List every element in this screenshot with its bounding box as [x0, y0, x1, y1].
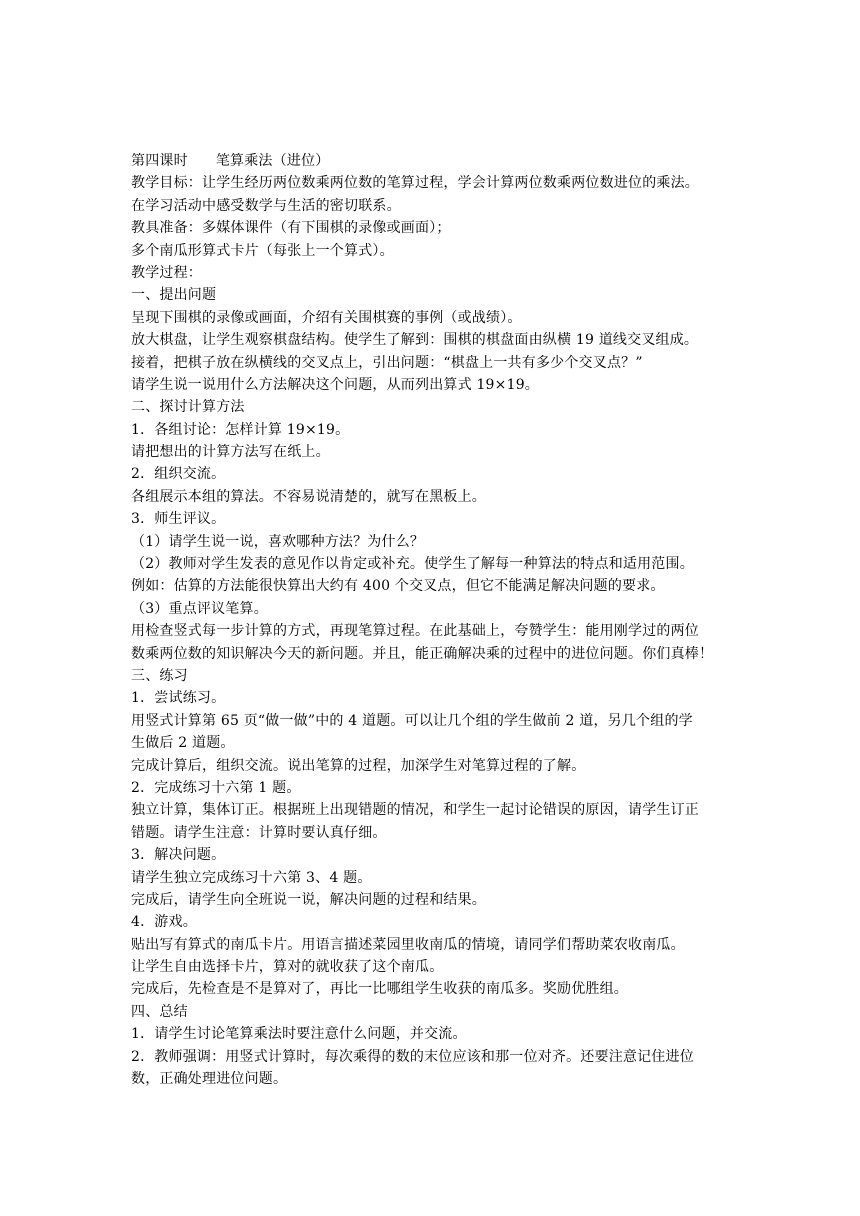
paragraph-line: 接着，把棋子放在纵横线的交叉点上，引出问题：“棋盘上一共有多少个交叉点？” — [131, 354, 643, 371]
paragraph-line: 完成后，先检查是不是算对了，再比一比哪组学生收获的南瓜多。奖励优胜组。 — [131, 981, 628, 998]
paragraph-line: 3．解决问题。 — [131, 847, 226, 864]
document-body — [131, 150, 735, 1090]
paragraph-line: 1．各组讨论：怎样计算 19×19。 — [131, 421, 350, 438]
section-heading: 一、提出问题 — [131, 287, 217, 304]
paragraph-line: 教学目标：让学生经历两位数乘两位数的笔算过程，学会计算两位数乘两位数进位的乘法。 — [131, 175, 699, 192]
section-heading: 二、探讨计算方法 — [131, 399, 245, 416]
paragraph-line: 让学生自由选择卡片，算对的就收获了这个南瓜。 — [131, 959, 444, 976]
paragraph-line: 4．游戏。 — [131, 914, 197, 931]
paragraph-line: 请学生独立完成练习十六第 3、4 题。 — [131, 869, 372, 886]
paragraph-line: 放大棋盘，让学生观察棋盘结构。使学生了解到：围棋的棋盘面由纵横 19 道线交叉组成。 — [131, 332, 699, 349]
paragraph-line: 贴出写有算式的南瓜卡片。用语言描述菜园里收南瓜的情境，请同学们帮助菜农收南瓜。 — [131, 936, 685, 953]
lesson-title — [131, 150, 735, 172]
section-heading: 四、总结 — [131, 1003, 188, 1020]
paragraph-line: 3．师生评议。 — [131, 511, 226, 528]
paragraph-line: 2．完成练习十六第 1 题。 — [131, 779, 301, 796]
paragraph-line: 完成计算后，组织交流。说出笔算的过程，加深学生对笔算过程的了解。 — [131, 757, 586, 774]
paragraph-line: 例如：估算的方法能很快算出大约有 400 个交叉点，但它不能满足解决问题的要求。 — [131, 578, 665, 595]
paragraph-line: 教学过程： — [131, 264, 202, 281]
paragraph-line: 2．组织交流。 — [131, 466, 226, 483]
lesson-number: 第四课时 — [131, 153, 188, 169]
paragraph-line: 呈现下围棋的录像或画面，介绍有关围棋赛的事例（或战绩）。 — [131, 309, 522, 326]
paragraph-line: 独立计算，集体订正。根据班上出现错题的情况，和学生一起讨论错误的原因，请学生订正 — [131, 802, 699, 819]
paragraph-line: 1．请学生讨论笔算乘法时要注意什么问题，并交流。 — [131, 1026, 467, 1043]
paragraph-line: 请学生说一说用什么方法解决这个问题，从而列出算式 19×19。 — [131, 376, 540, 393]
paragraph-line: 教具准备：多媒体课件（有下围棋的录像或画面）； — [131, 220, 451, 237]
paragraph-line: 数，正确处理进位问题。 — [131, 1071, 288, 1088]
section-heading: 三、练习 — [131, 667, 188, 684]
paragraph-line: 请把想出的计算方法写在纸上。 — [131, 444, 330, 461]
lesson-topic: 笔算乘法（进位） — [215, 153, 330, 169]
paragraph-line: 1．尝试练习。 — [131, 690, 226, 707]
paragraph-line: （3）重点评议笔算。 — [131, 600, 268, 617]
paragraph-line: 错题。请学生注意：计算时要认真仔细。 — [131, 824, 387, 841]
paragraph-line: 完成后，请学生向全班说一说，解决问题的过程和结果。 — [131, 891, 486, 908]
paragraph-line: 各组展示本组的算法。不容易说清楚的，就写在黑板上。 — [131, 488, 486, 505]
paragraph-line: 用检查竖式每一步计算的方式，再现笔算过程。在此基础上，夸赞学生：能用刚学过的两位 — [131, 623, 699, 640]
paragraph-line: 数乘两位数的知识解决今天的新问题。并且，能正确解决乘的过程中的进位问题。你们真棒！ — [131, 645, 714, 662]
paragraph-line: （2）教师对学生发表的意见作以肯定或补充。使学生了解每一种算法的特点和适用范围。 — [131, 556, 694, 573]
paragraph-line: 2．教师强调：用竖式计算时，每次乘得的数的末位应该和那一位对齐。还要注意记住进位 — [131, 1048, 694, 1065]
paragraph-line: 在学习活动中感受数学与生活的密切联系。 — [131, 197, 401, 214]
paragraph-line: 用竖式计算第 65 页“做一做”中的 4 道题。可以让几个组的学生做前 2 道，另几个组的学 — [131, 712, 693, 729]
paragraph-line: （1）请学生说一说，喜欢哪种方法？为什么？ — [131, 533, 425, 550]
paragraph-line: 生做后 2 道题。 — [131, 735, 235, 752]
paragraph-line: 多个南瓜形算式卡片（每张上一个算式）。 — [131, 242, 394, 259]
